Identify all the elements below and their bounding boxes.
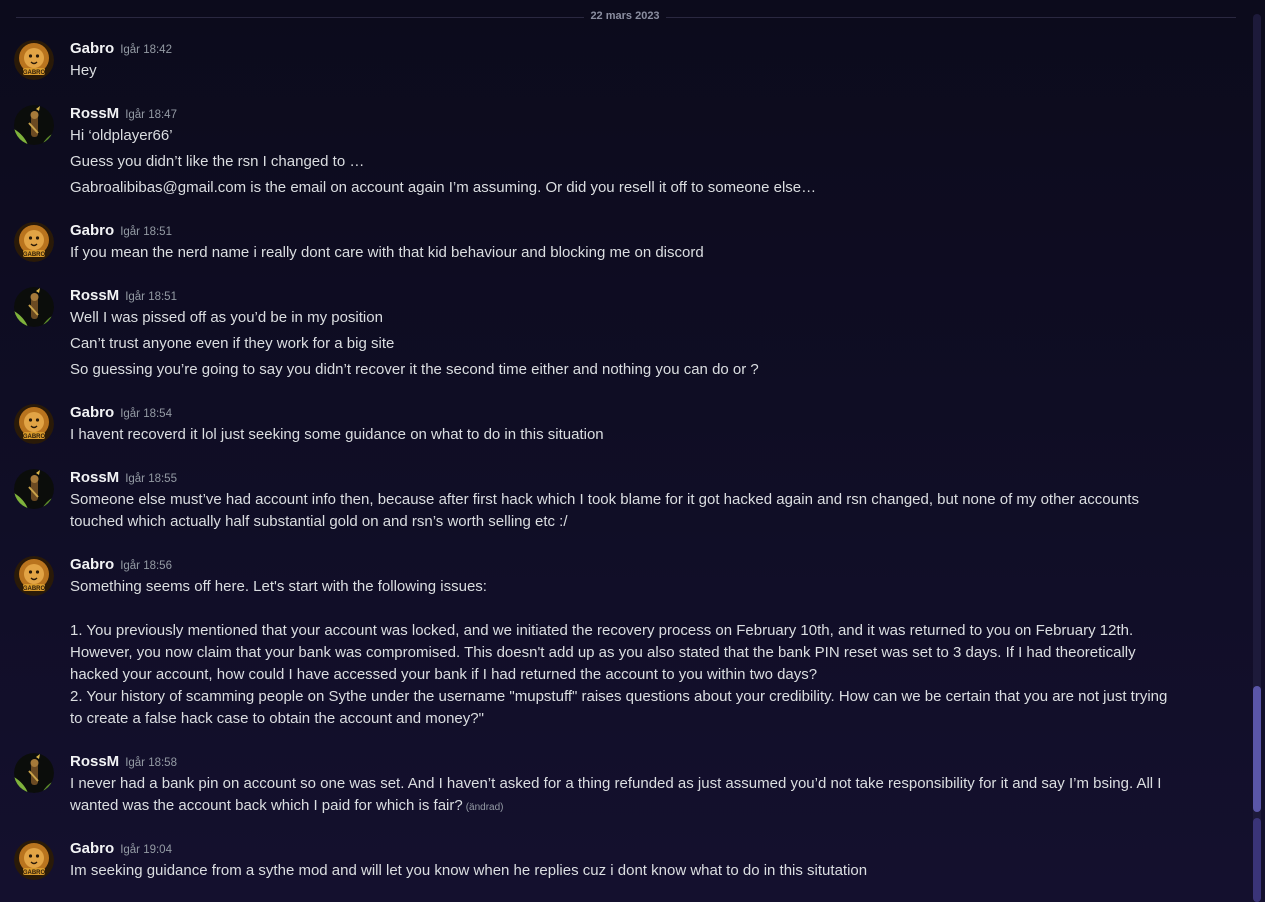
avatar-gabro[interactable] (14, 404, 54, 444)
username[interactable]: Gabro (70, 556, 115, 573)
message-text: Im seeking guidance from a sythe mod and will let you know when he replies cuz i dont know what to do in this situtation (70, 862, 868, 879)
message-text: Something seems off here. Let's start with the following issues: 1. You previously mentioned that your account was locked, and we initiated the recovery process on February 10th, and it was returned to you on February 12th. However, you now claim that your bank was compromised. This doesn't add up as you also stated that the bank PIN reset was set to 3 days. If I had theoretically hacked your account, how could I have accessed your bank if I had returned the account to you within two days? 2. Your history of scamming people on Sythe under the username "mupstuff" raises questions about your credibility. How can we be certain that you are not just trying to create a false hack case to obtain the account and money?" (70, 578, 1168, 727)
username[interactable]: Gabro (70, 404, 115, 421)
date-divider (0, 10, 1250, 22)
message-text: So guessing you’re going to say you didn’t recover it the second time either and nothing you can do or ? (70, 361, 759, 378)
avatar-rossm[interactable] (14, 105, 54, 145)
character-avatar-icon (14, 469, 54, 509)
timestamp[interactable]: Igår 18:58 (125, 757, 177, 769)
lion-avatar-icon (14, 222, 54, 262)
svg-text:GABRO: GABRO (22, 252, 46, 258)
message-text-content: I never had a bank pin on account so one was set. And I haven’t asked for a thing refunded as just assumed you’d not take responsibility for it and say I’m bsing. All I wanted was the account back which I paid for which is fair? (70, 775, 1162, 814)
lion-avatar-icon (14, 40, 54, 80)
message-text: Gabroalibibas@gmail.com is the email on account again I’m assuming. Or did you resell it off to someone else… (70, 179, 817, 196)
edited-label: (ändrad) (465, 802, 504, 813)
message-text: Well I was pissed off as you’d be in my position (70, 309, 383, 326)
lion-avatar-icon (14, 840, 54, 880)
avatar-gabro[interactable] (14, 40, 54, 80)
message-text: Someone else must’ve had account info then, because after first hack which I took blame for it got hacked again and rsn changed, but none of my other accounts touched which actually half substantial gold on and rsn’s worth selling etc :/ (70, 491, 1139, 530)
timestamp[interactable]: Igår 18:56 (120, 560, 172, 572)
message-text: Guess you didn’t like the rsn I changed to … (70, 153, 365, 170)
timestamp[interactable]: Igår 18:47 (125, 109, 177, 121)
timestamp[interactable]: Igår 18:54 (120, 408, 172, 420)
message-text: If you mean the nerd name i really dont care with that kid behaviour and blocking me on discord (70, 244, 704, 261)
avatar-gabro[interactable] (14, 556, 54, 596)
username[interactable]: RossM (70, 105, 120, 122)
character-avatar-icon (14, 287, 54, 327)
scrollbar-thumb[interactable] (1253, 686, 1261, 812)
avatar-gabro[interactable] (14, 222, 54, 262)
timestamp[interactable]: Igår 18:55 (125, 473, 177, 485)
svg-text:GABRO: GABRO (22, 434, 46, 440)
username[interactable]: RossM (70, 469, 120, 486)
timestamp[interactable]: Igår 19:04 (120, 844, 172, 856)
avatar-gabro[interactable] (14, 840, 54, 880)
message-text (70, 773, 1220, 819)
scrollbar-track-lower (1253, 818, 1261, 902)
username[interactable]: Gabro (70, 40, 115, 57)
character-avatar-icon (14, 753, 54, 793)
svg-text:GABRO: GABRO (22, 70, 46, 76)
scrollbar[interactable] (1253, 14, 1261, 902)
message-text: Hey (70, 62, 97, 79)
avatar-rossm[interactable] (14, 753, 54, 793)
message-text: Hi ‘oldplayer66’ (70, 127, 173, 144)
lion-avatar-icon (14, 556, 54, 596)
character-avatar-icon (14, 105, 54, 145)
date-divider-label: 22 mars 2023 (584, 10, 665, 22)
lion-avatar-icon (14, 404, 54, 444)
username[interactable]: Gabro (70, 840, 115, 857)
username[interactable]: RossM (70, 753, 120, 770)
timestamp[interactable]: Igår 18:42 (120, 44, 172, 56)
avatar-rossm[interactable] (14, 287, 54, 327)
svg-text:GABRO: GABRO (22, 870, 46, 876)
message-text: Can’t trust anyone even if they work for a big site (70, 335, 395, 352)
timestamp[interactable]: Igår 18:51 (120, 226, 172, 238)
timestamp[interactable]: Igår 18:51 (125, 291, 177, 303)
username[interactable]: RossM (70, 287, 120, 304)
svg-text:GABRO: GABRO (22, 586, 46, 592)
avatar-rossm[interactable] (14, 469, 54, 509)
message-text: I havent recoverd it lol just seeking some guidance on what to do in this situation (70, 426, 604, 443)
username[interactable]: Gabro (70, 222, 115, 239)
